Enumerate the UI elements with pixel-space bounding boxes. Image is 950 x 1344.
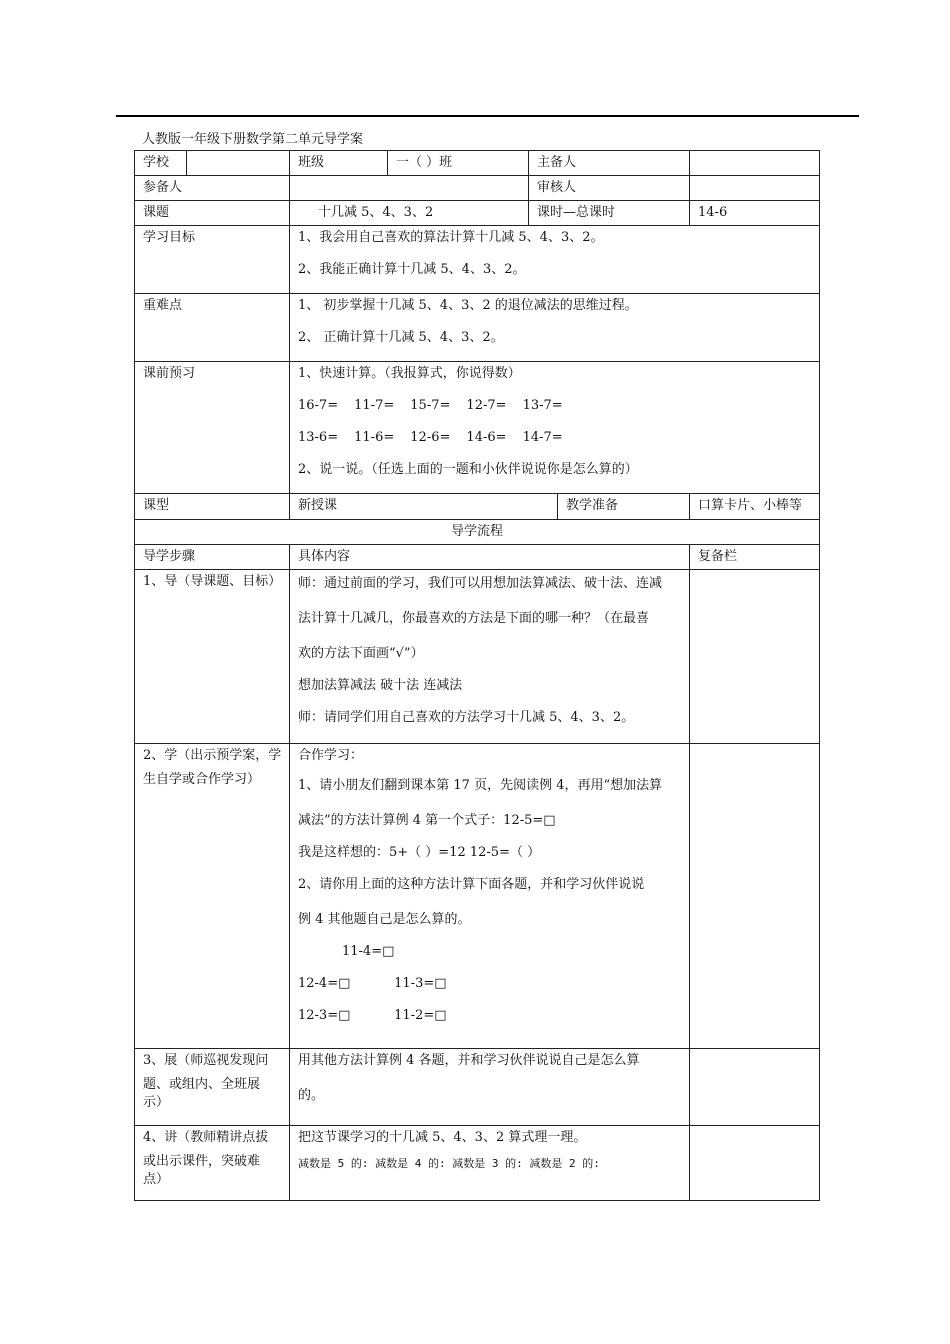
flow-header-row — [135, 545, 820, 570]
document-title: 人教版一年级下册数学第二单元导学案 — [142, 132, 364, 147]
step-line: 2、请你用上面的这种方法计算下面各题，并和学习伙伴说说 — [298, 877, 645, 892]
exercise: 12-3=□ — [298, 1008, 351, 1023]
preview-label: 课前预习 — [135, 362, 290, 494]
step-1-row — [135, 570, 820, 744]
class-value: 一（ ）班 — [388, 151, 529, 176]
step-4-content — [290, 1126, 690, 1201]
step-3-label — [135, 1049, 290, 1126]
step-2-content — [290, 744, 690, 1049]
step-2-row — [135, 744, 820, 1049]
lesson-type-label: 课型 — [135, 494, 290, 520]
step-line: 师：请同学们用自己喜欢的方法学习十几减 5、4、3、2。 — [298, 710, 635, 725]
step-line: 法计算十几减几，你最喜欢的方法是下面的哪一种？（在最喜 — [298, 611, 650, 626]
step-label-line: 4、讲（教师精讲点拔 — [143, 1130, 269, 1145]
header-row-school — [135, 151, 820, 176]
step-label-line: 题、或组内、全班展 — [143, 1077, 261, 1092]
preview-line: 1、快速计算。（我报算式，你说得数） — [298, 366, 521, 381]
participants-label: 参备人 — [135, 176, 290, 201]
step-label-line: 2、学（出示预学案，学 — [143, 748, 282, 763]
objective-item: 1、我会用自己喜欢的算法计算十几减 5、4、3、2。 — [298, 230, 604, 245]
step-4-label — [135, 1126, 290, 1201]
step-line: 例 4 其他题自己是怎么算的。 — [298, 912, 471, 927]
calc-item: 11-7= — [354, 398, 395, 413]
step-3-row — [135, 1049, 820, 1126]
calc-item: 12-7= — [466, 398, 507, 413]
period-label: 课时—总课时 — [529, 201, 690, 226]
period-value: 14-6 — [690, 201, 820, 226]
key-points-row — [135, 294, 820, 362]
col-steps-header: 导学步骤 — [135, 545, 290, 570]
step-2-label — [135, 744, 290, 1049]
step-3-content — [290, 1049, 690, 1126]
step-line: 欢的方法下面画“√”） — [298, 646, 424, 661]
step-2-review — [690, 744, 820, 1049]
col-review-header: 复备栏 — [690, 545, 820, 570]
calc-item: 16-7= — [298, 398, 339, 413]
flow-title: 导学流程 — [135, 520, 820, 545]
step-line: 合作学习： — [298, 748, 364, 763]
step-line: 想加法算减法 破十法 连减法 — [298, 678, 463, 693]
step-line: 我是这样想的：5+（ ）=12 12-5=（ ） — [298, 845, 541, 860]
step-line: 把这节课学习的十几减 5、4、3、2 算式理一理。 — [298, 1130, 587, 1145]
header-row-topic — [135, 201, 820, 226]
preview-content — [290, 362, 820, 494]
calc-item: 14-7= — [522, 430, 563, 445]
lesson-plan-table — [134, 150, 820, 1201]
school-label: 学校 — [135, 151, 187, 176]
topic-value: 十几减 5、4、3、2 — [290, 201, 529, 226]
step-4-row — [135, 1126, 820, 1201]
col-content-header: 具体内容 — [290, 545, 690, 570]
step-label-line: 或出示课件，突破难 — [143, 1154, 261, 1169]
preview-row — [135, 362, 820, 494]
step-line: 1、请小朋友们翻到课本第 17 页，先阅读例 4，再用“想加法算 — [298, 778, 663, 793]
step-label-line: 点） — [143, 1172, 170, 1187]
lesson-type-value: 新授课 — [290, 494, 558, 520]
reviewer-value — [690, 176, 820, 201]
exercise: 11-2=□ — [394, 1008, 447, 1023]
exercise: 11-4=□ — [342, 944, 395, 959]
lesson-type-row — [135, 494, 820, 520]
exercise: 11-3=□ — [394, 976, 447, 991]
step-4-review — [690, 1126, 820, 1201]
exercise-row — [298, 1007, 681, 1025]
flow-title-row — [135, 520, 820, 545]
prep-value: 口算卡片、小棒等 — [690, 494, 820, 520]
participants-value — [290, 176, 529, 201]
key-point-item: 1、 初步掌握十几减 5、4、3、2 的退位减法的思维过程。 — [298, 298, 638, 313]
reviewer-label: 审核人 — [529, 176, 690, 201]
objectives-label: 学习目标 — [135, 226, 290, 294]
step-line: 师：通过前面的学习，我们可以用想加法算减法、破十法、连减 — [298, 576, 663, 591]
step-line: 减法”的方法计算例 4 第一个式子：12-5=□ — [298, 813, 556, 828]
calc-item: 13-7= — [522, 398, 563, 413]
key-points-content — [290, 294, 820, 362]
calc-item: 15-7= — [410, 398, 451, 413]
exercise-row — [298, 975, 681, 993]
step-line: 用其他方法计算例 4 各题，并和学习伙伴说说自己是怎么算 — [298, 1053, 640, 1068]
step-1-label: 1、导（导课题、目标） — [135, 570, 290, 744]
preview-line: 2、说一说。（任选上面的一题和小伙伴说说你是怎么算的） — [298, 462, 638, 477]
topic-label: 课题 — [135, 201, 290, 226]
header-row-participants — [135, 176, 820, 201]
school-value — [187, 151, 290, 176]
key-point-item: 2、 正确计算十几减 5、4、3、2。 — [298, 330, 504, 345]
step-label-line: 3、展（师巡视发现问 — [143, 1053, 269, 1068]
class-label: 班级 — [290, 151, 388, 176]
step-label-line: 生自学或合作学习） — [143, 772, 261, 787]
key-points-label: 重难点 — [135, 294, 290, 362]
step-line: 的。 — [298, 1088, 325, 1103]
objectives-content — [290, 226, 820, 294]
calc-item: 12-6= — [410, 430, 451, 445]
step-3-review — [690, 1049, 820, 1126]
exercise: 12-4=□ — [298, 976, 351, 991]
step-1-review — [690, 570, 820, 744]
step-1-content — [290, 570, 690, 744]
step-label-line: 示） — [143, 1095, 170, 1110]
preview-calc-row-1 — [298, 397, 811, 415]
prep-label: 教学准备 — [558, 494, 690, 520]
preview-calc-row-2 — [298, 429, 811, 447]
preparer-value — [690, 151, 820, 176]
preparer-label: 主备人 — [529, 151, 690, 176]
objective-item: 2、我能正确计算十几减 5、4、3、2。 — [298, 262, 526, 277]
step-line: 减数是 5 的: 减数是 4 的: 减数是 3 的: 减数是 2 的: — [298, 1157, 600, 1170]
calc-item: 14-6= — [466, 430, 507, 445]
calc-item: 13-6= — [298, 430, 339, 445]
top-rule — [116, 115, 859, 117]
calc-item: 11-6= — [354, 430, 395, 445]
objectives-row — [135, 226, 820, 294]
